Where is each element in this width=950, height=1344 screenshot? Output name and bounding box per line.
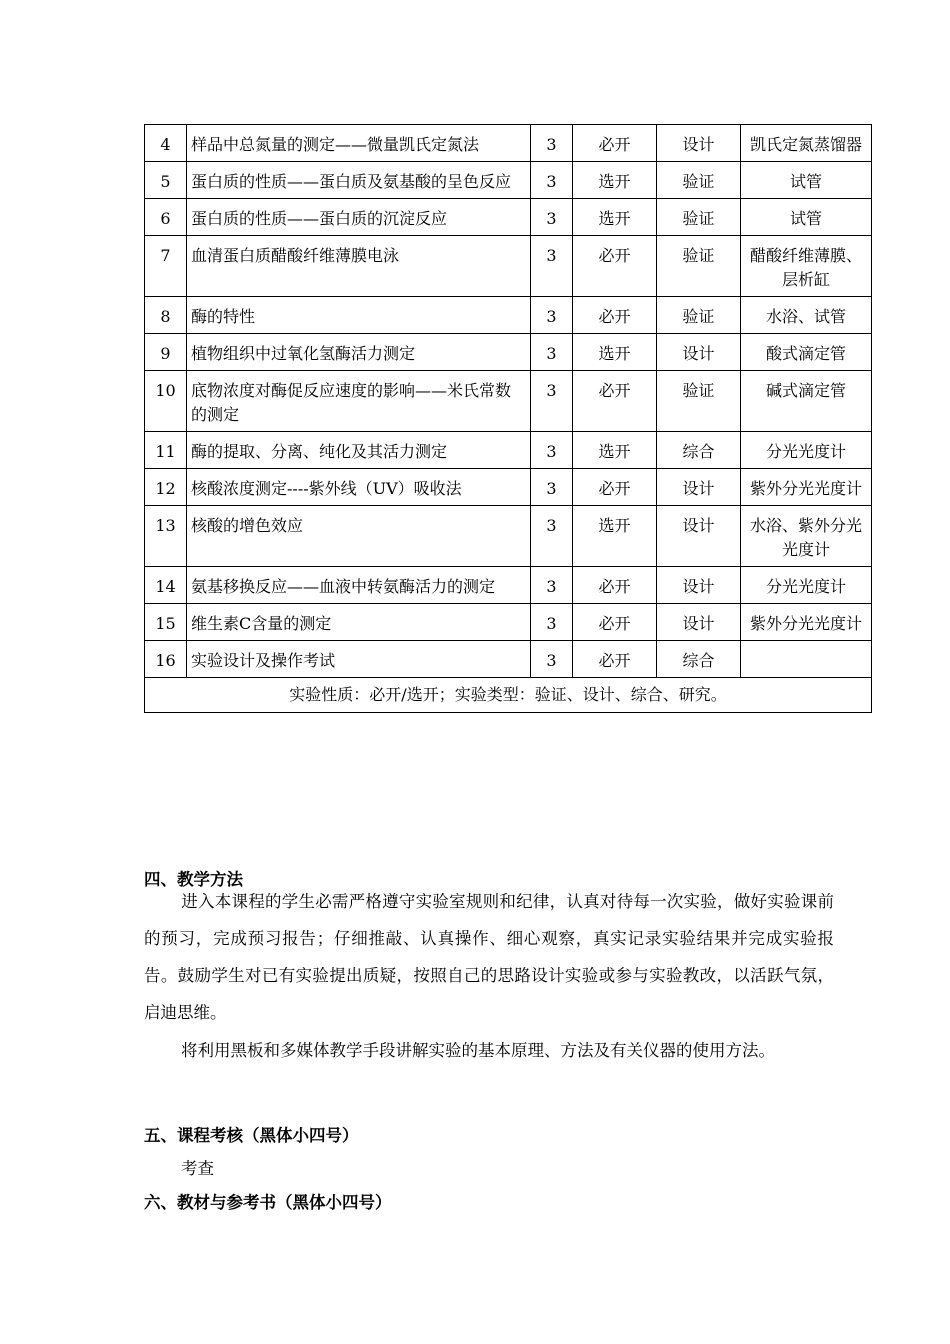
cell-hours: 3	[531, 125, 573, 162]
cell-equipment: 水浴、试管	[741, 297, 872, 334]
cell-hours: 3	[531, 641, 573, 678]
cell-hours: 3	[531, 567, 573, 604]
table-row	[145, 469, 872, 506]
cell-experiment-type: 验证	[657, 297, 741, 334]
section-4-paragraph-2	[144, 1032, 834, 1069]
cell-requirement: 必开	[573, 236, 657, 297]
cell-experiment-type: 设计	[657, 125, 741, 162]
cell-requirement: 必开	[573, 604, 657, 641]
table-row	[145, 125, 872, 162]
cell-requirement: 必开	[573, 125, 657, 162]
cell-hours: 3	[531, 236, 573, 297]
cell-requirement: 必开	[573, 469, 657, 506]
cell-experiment-type: 综合	[657, 432, 741, 469]
cell-number: 9	[145, 334, 187, 371]
cell-experiment-type: 设计	[657, 469, 741, 506]
cell-equipment: 水浴、紫外分光光度计	[741, 506, 872, 567]
cell-requirement: 必开	[573, 297, 657, 334]
table-row	[145, 567, 872, 604]
cell-hours: 3	[531, 604, 573, 641]
cell-experiment-type: 设计	[657, 506, 741, 567]
cell-equipment: 紫外分光光度计	[741, 469, 872, 506]
cell-equipment: 紫外分光光度计	[741, 604, 872, 641]
cell-number: 8	[145, 297, 187, 334]
cell-number: 10	[145, 371, 187, 432]
cell-experiment-type: 设计	[657, 334, 741, 371]
cell-equipment	[741, 641, 872, 678]
cell-experiment-name: 酶的提取、分离、纯化及其活力测定	[187, 432, 531, 469]
table-row	[145, 506, 872, 567]
cell-requirement: 选开	[573, 199, 657, 236]
cell-hours: 3	[531, 469, 573, 506]
cell-experiment-type: 验证	[657, 162, 741, 199]
cell-experiment-name: 底物浓度对酶促反应速度的影响——米氏常数的测定	[187, 371, 531, 432]
cell-number: 4	[145, 125, 187, 162]
cell-number: 5	[145, 162, 187, 199]
cell-hours: 3	[531, 432, 573, 469]
cell-experiment-name: 蛋白质的性质——蛋白质及氨基酸的呈色反应	[187, 162, 531, 199]
cell-hours: 3	[531, 334, 573, 371]
cell-experiment-type: 设计	[657, 604, 741, 641]
cell-number: 13	[145, 506, 187, 567]
cell-equipment: 试管	[741, 162, 872, 199]
cell-hours: 3	[531, 199, 573, 236]
section-4-paragraph-1	[144, 883, 834, 1031]
table-footnote: 实验性质：必开/选开；实验类型：验证、设计、综合、研究。	[145, 678, 872, 713]
section-5-heading: 五、课程考核（黑体小四号）	[144, 1126, 359, 1145]
cell-requirement: 必开	[573, 567, 657, 604]
cell-experiment-type: 验证	[657, 371, 741, 432]
cell-equipment: 酸式滴定管	[741, 334, 872, 371]
section-5-content: 考查	[181, 1159, 214, 1178]
cell-number: 15	[145, 604, 187, 641]
table-row	[145, 162, 872, 199]
cell-hours: 3	[531, 506, 573, 567]
table-row	[145, 236, 872, 297]
cell-equipment: 分光光度计	[741, 567, 872, 604]
table-row	[145, 297, 872, 334]
section-4-paragraph-1-text: 进入本课程的学生必需严格遵守实验室规则和纪律，认真对待每一次实验，做好实验课前的预习，完成预习报告；仔细推敲、认真操作、细心观察，真实记录实验结果并完成实验报告。鼓励学生对已有实验提出质疑，按照自己的思路设计实验或参与实验教改，以活跃气氛，启迪思维。	[144, 892, 834, 1022]
cell-experiment-type: 验证	[657, 236, 741, 297]
cell-number: 14	[145, 567, 187, 604]
section-6-heading: 六、教材与参考书（黑体小四号）	[144, 1193, 392, 1212]
cell-experiment-name: 植物组织中过氧化氢酶活力测定	[187, 334, 531, 371]
cell-equipment: 醋酸纤维薄膜、层析缸	[741, 236, 872, 297]
cell-experiment-name: 氨基移换反应——血液中转氨酶活力的测定	[187, 567, 531, 604]
cell-number: 7	[145, 236, 187, 297]
cell-experiment-name: 维生素C含量的测定	[187, 604, 531, 641]
section-4-paragraph-2-text: 将利用黑板和多媒体教学手段讲解实验的基本原理、方法及有关仪器的使用方法。	[181, 1041, 775, 1060]
table-row	[145, 432, 872, 469]
cell-number: 12	[145, 469, 187, 506]
cell-equipment: 碱式滴定管	[741, 371, 872, 432]
cell-number: 6	[145, 199, 187, 236]
cell-experiment-type: 验证	[657, 199, 741, 236]
cell-equipment: 凯氏定氮蒸馏器	[741, 125, 872, 162]
cell-requirement: 选开	[573, 334, 657, 371]
cell-experiment-name: 酶的特性	[187, 297, 531, 334]
cell-experiment-type: 设计	[657, 567, 741, 604]
cell-requirement: 必开	[573, 641, 657, 678]
cell-experiment-type: 综合	[657, 641, 741, 678]
experiment-table	[144, 124, 872, 713]
cell-hours: 3	[531, 371, 573, 432]
cell-experiment-name: 蛋白质的性质——蛋白质的沉淀反应	[187, 199, 531, 236]
cell-equipment: 试管	[741, 199, 872, 236]
cell-hours: 3	[531, 162, 573, 199]
table-row	[145, 334, 872, 371]
cell-experiment-name: 血清蛋白质醋酸纤维薄膜电泳	[187, 236, 531, 297]
cell-requirement: 选开	[573, 162, 657, 199]
table-row	[145, 604, 872, 641]
cell-hours: 3	[531, 297, 573, 334]
cell-requirement: 选开	[573, 506, 657, 567]
cell-equipment: 分光光度计	[741, 432, 872, 469]
cell-experiment-name: 样品中总氮量的测定——微量凯氏定氮法	[187, 125, 531, 162]
cell-requirement: 选开	[573, 432, 657, 469]
table-footnote-row	[145, 678, 872, 713]
cell-requirement: 必开	[573, 371, 657, 432]
table-row	[145, 199, 872, 236]
table-row	[145, 641, 872, 678]
cell-experiment-name: 实验设计及操作考试	[187, 641, 531, 678]
cell-experiment-name: 核酸浓度测定----紫外线（UV）吸收法	[187, 469, 531, 506]
cell-number: 16	[145, 641, 187, 678]
table-row	[145, 371, 872, 432]
cell-experiment-name: 核酸的增色效应	[187, 506, 531, 567]
section-4-heading: 四、教学方法	[144, 870, 243, 889]
cell-number: 11	[145, 432, 187, 469]
